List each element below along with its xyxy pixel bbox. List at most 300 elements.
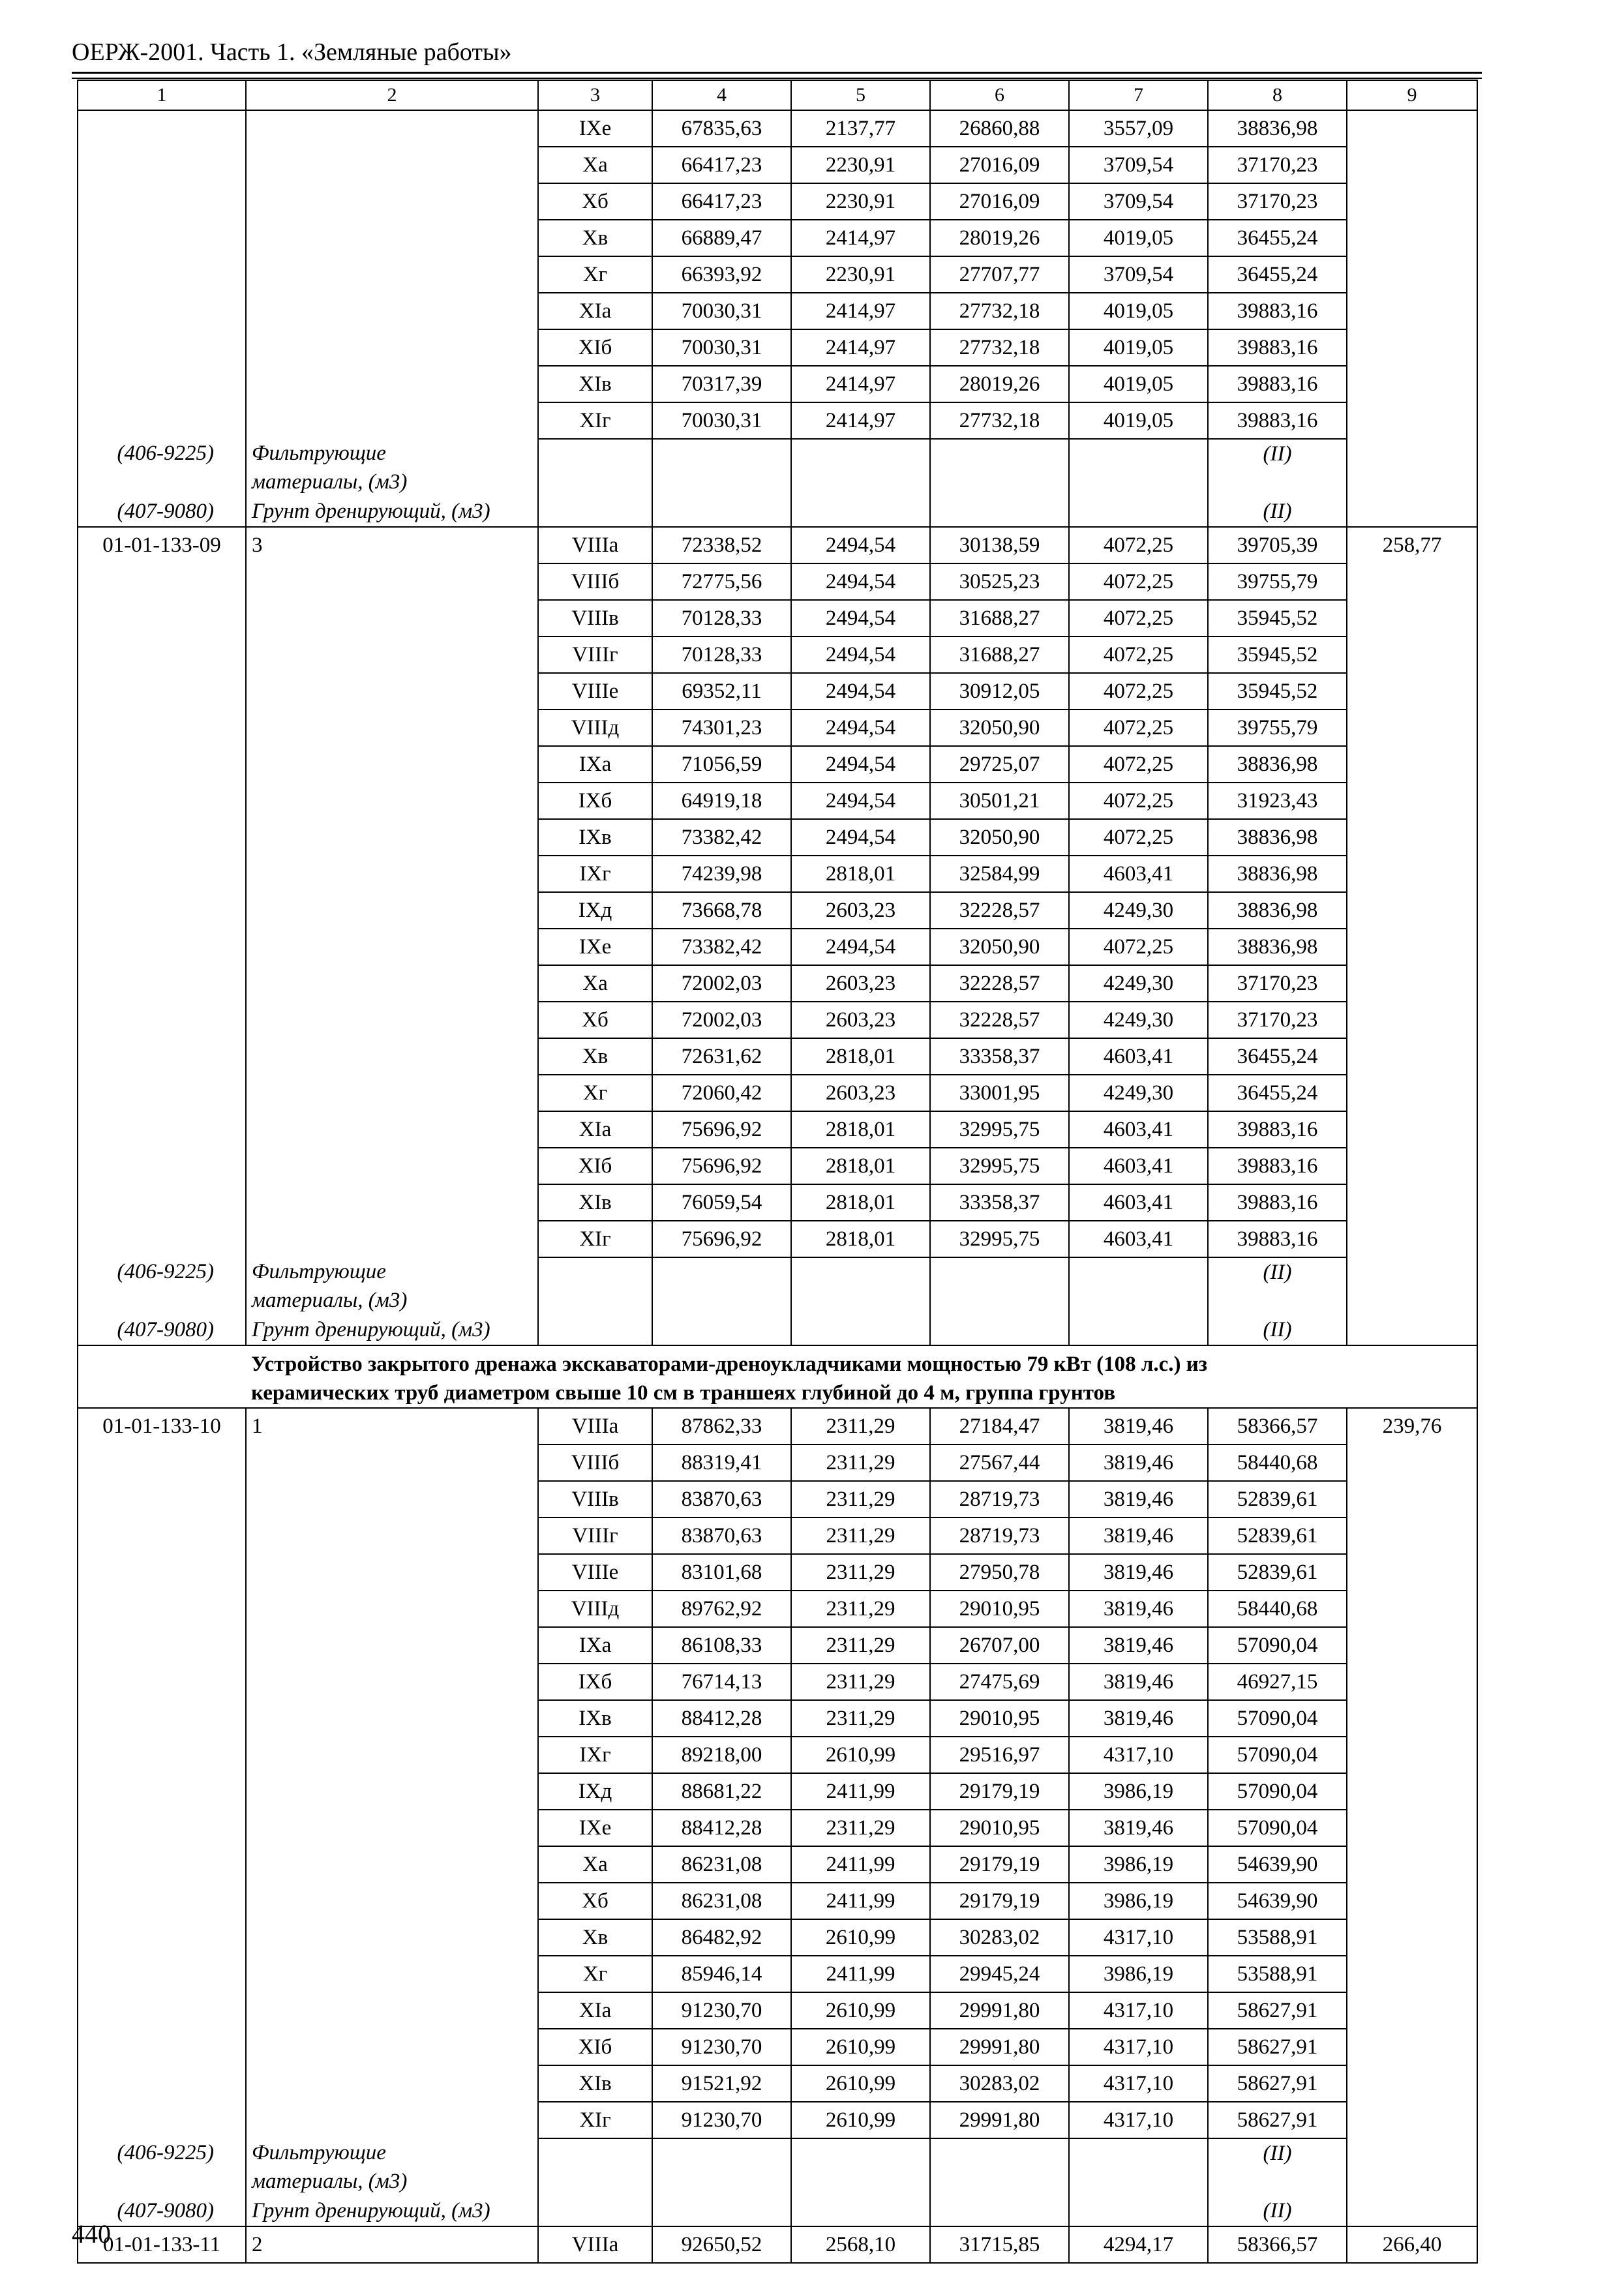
table-row: [78, 600, 1477, 636]
empty-cell: [1347, 1221, 1477, 1257]
empty-cell: [78, 600, 246, 636]
header-rule-thin: [72, 78, 1482, 79]
cost-value: 27016,09: [930, 147, 1069, 183]
empty-cell: [930, 1315, 1069, 1345]
cost-value: 72002,03: [652, 965, 791, 1002]
material-mark: (II): [1208, 2138, 1347, 2196]
table-row: [78, 1846, 1477, 1883]
rate-code: 01-01-133-09: [78, 527, 246, 563]
soil-group: XIг: [538, 1221, 652, 1257]
empty-cell: [1347, 1315, 1477, 1345]
soil-group: Xв: [538, 220, 652, 256]
empty-cell: [1347, 183, 1477, 220]
table-row: [78, 110, 1477, 147]
empty-cell: [1347, 1481, 1477, 1518]
cost-value: 3709,54: [1069, 183, 1208, 220]
material-name-line: Фильтрующие: [252, 2141, 386, 2164]
price-table-body: [78, 80, 1477, 2263]
table-row: [78, 2226, 1477, 2263]
cost-value: 4249,30: [1069, 965, 1208, 1002]
cost-value: 2414,97: [791, 220, 930, 256]
cost-value: 76059,54: [652, 1184, 791, 1221]
table-row: [78, 183, 1477, 220]
cost-value: 57090,04: [1208, 1773, 1347, 1810]
table-row: [78, 1591, 1477, 1627]
empty-cell: [78, 1002, 246, 1038]
cost-value: 52839,61: [1208, 1481, 1347, 1518]
soil-group: Xа: [538, 147, 652, 183]
empty-cell: [78, 256, 246, 293]
soil-group: Xв: [538, 1038, 652, 1075]
cost-value: 2494,54: [791, 673, 930, 710]
soil-group: Xг: [538, 1956, 652, 1992]
cost-value: 4019,05: [1069, 220, 1208, 256]
cost-value: 3819,46: [1069, 1554, 1208, 1591]
cost-value: 32995,75: [930, 1111, 1069, 1148]
cost-value: 39883,16: [1208, 366, 1347, 402]
cost-value: 53588,91: [1208, 1919, 1347, 1956]
material-name: Грунт дренирующий, (м3): [246, 2196, 538, 2226]
cost-value: 86482,92: [652, 1919, 791, 1956]
column-number: 9: [1347, 80, 1477, 110]
empty-cell: [246, 1002, 538, 1038]
table-row: [78, 2029, 1477, 2065]
cost-value: 4019,05: [1069, 293, 1208, 329]
empty-cell: [1347, 2138, 1477, 2196]
cost-value: 2494,54: [791, 600, 930, 636]
empty-cell: [1069, 439, 1208, 496]
cost-value: 58440,68: [1208, 1444, 1347, 1481]
cost-value: 4072,25: [1069, 783, 1208, 819]
empty-cell: [246, 1075, 538, 1111]
cost-value: 28719,73: [930, 1481, 1069, 1518]
empty-cell: [791, 2196, 930, 2226]
empty-cell: [78, 1773, 246, 1810]
table-row: [78, 147, 1477, 183]
table-row: [78, 256, 1477, 293]
cost-value: 27475,69: [930, 1664, 1069, 1700]
material-code: (407-9080): [78, 2196, 246, 2226]
cost-value: 2610,99: [791, 2102, 930, 2138]
cost-value: 4294,17: [1069, 2226, 1208, 2263]
cost-value: 29179,19: [930, 1773, 1069, 1810]
cost-value: 29725,07: [930, 746, 1069, 783]
cost-value: 69352,11: [652, 673, 791, 710]
empty-cell: [1347, 783, 1477, 819]
empty-cell: [1347, 366, 1477, 402]
empty-cell: [1347, 2196, 1477, 2226]
empty-cell: [78, 929, 246, 965]
table-row: [78, 1810, 1477, 1846]
soil-group: IXб: [538, 1664, 652, 1700]
cost-value: 4019,05: [1069, 329, 1208, 366]
soil-group: XIа: [538, 1992, 652, 2029]
cost-value: 72002,03: [652, 1002, 791, 1038]
cost-value: 75696,92: [652, 1148, 791, 1184]
cost-value: 4317,10: [1069, 2065, 1208, 2102]
empty-cell: [246, 2065, 538, 2102]
material-name: Грунт дренирующий, (м3): [246, 496, 538, 527]
soil-group: Xб: [538, 1883, 652, 1919]
cost-value: 27016,09: [930, 183, 1069, 220]
empty-cell: [246, 147, 538, 183]
material-code: (406-9225): [78, 439, 246, 496]
cost-value: 3819,46: [1069, 1591, 1208, 1627]
cost-value: 4317,10: [1069, 1737, 1208, 1773]
cost-value: 57090,04: [1208, 1627, 1347, 1664]
rate-code: 01-01-133-10: [78, 1408, 246, 1444]
material-row: [78, 1315, 1477, 1345]
cost-value: 72338,52: [652, 527, 791, 563]
cost-value: 66889,47: [652, 220, 791, 256]
empty-cell: [1347, 710, 1477, 746]
cost-value: 72631,62: [652, 1038, 791, 1075]
cost-value: 2411,99: [791, 1846, 930, 1883]
soil-group: VIIIг: [538, 636, 652, 673]
cost-value: 2494,54: [791, 783, 930, 819]
empty-cell: [1347, 1883, 1477, 1919]
cost-value: 73382,42: [652, 819, 791, 856]
cost-value: 27950,78: [930, 1554, 1069, 1591]
table-row: [78, 220, 1477, 256]
column-number: 6: [930, 80, 1069, 110]
empty-cell: [1347, 929, 1477, 965]
column-number: 2: [246, 80, 538, 110]
empty-cell: [246, 1992, 538, 2029]
cost-value: 31715,85: [930, 2226, 1069, 2263]
soil-group: VIIIв: [538, 600, 652, 636]
empty-cell: [1347, 1257, 1477, 1315]
cost-value: 58440,68: [1208, 1591, 1347, 1627]
cost-value: 2311,29: [791, 1591, 930, 1627]
empty-cell: [246, 293, 538, 329]
cost-value: 39883,16: [1208, 1148, 1347, 1184]
cost-value: 39883,16: [1208, 1111, 1347, 1148]
empty-cell: [1069, 1315, 1208, 1345]
cost-value: 2411,99: [791, 1883, 930, 1919]
cost-value: 39755,79: [1208, 563, 1347, 600]
empty-cell: [1347, 402, 1477, 439]
cost-value: 29010,95: [930, 1591, 1069, 1627]
empty-cell: [246, 746, 538, 783]
soil-group: IXд: [538, 892, 652, 929]
cost-value: 39883,16: [1208, 293, 1347, 329]
table-row: [78, 293, 1477, 329]
soil-group: XIг: [538, 2102, 652, 2138]
cost-value: 52839,61: [1208, 1518, 1347, 1554]
cost-value: 31923,43: [1208, 783, 1347, 819]
empty-cell: [1347, 746, 1477, 783]
cost-value: 88681,22: [652, 1773, 791, 1810]
cost-value: 32228,57: [930, 965, 1069, 1002]
cost-value: 86108,33: [652, 1627, 791, 1664]
cost-value: 4249,30: [1069, 1002, 1208, 1038]
cost-value: 2414,97: [791, 366, 930, 402]
material-name-line: Фильтрующие: [252, 441, 386, 465]
cost-value: 2494,54: [791, 819, 930, 856]
table-row: [78, 366, 1477, 402]
empty-cell: [78, 1737, 246, 1773]
cost-value: 2311,29: [791, 1810, 930, 1846]
empty-cell: [652, 496, 791, 527]
cost-value: 4019,05: [1069, 366, 1208, 402]
soil-group: Xа: [538, 965, 652, 1002]
cost-value: 3819,46: [1069, 1810, 1208, 1846]
column-number: 5: [791, 80, 930, 110]
cost-value: 2311,29: [791, 1554, 930, 1591]
cost-value: 75696,92: [652, 1111, 791, 1148]
cost-value: 2818,01: [791, 1148, 930, 1184]
soil-group: VIIIе: [538, 1554, 652, 1591]
empty-cell: [78, 1148, 246, 1184]
cost-value: 73668,78: [652, 892, 791, 929]
price-table: [77, 80, 1478, 2264]
empty-cell: [1347, 1591, 1477, 1627]
empty-cell: [930, 2196, 1069, 2226]
empty-cell: [246, 1221, 538, 1257]
empty-cell: [78, 110, 246, 147]
cost-value: 39705,39: [1208, 527, 1347, 563]
empty-cell: [78, 402, 246, 439]
cost-value: 2311,29: [791, 1627, 930, 1664]
rate-code: 01-01-133-11: [78, 2226, 246, 2263]
cost-value: 58366,57: [1208, 2226, 1347, 2263]
cost-value: 2414,97: [791, 402, 930, 439]
empty-cell: [246, 710, 538, 746]
cost-value: 2610,99: [791, 2029, 930, 2065]
empty-cell: [1347, 1700, 1477, 1737]
table-row: [78, 783, 1477, 819]
column-number: 3: [538, 80, 652, 110]
empty-cell: [1347, 256, 1477, 293]
column-number: 7: [1069, 80, 1208, 110]
table-row: [78, 563, 1477, 600]
cost-value: 66393,92: [652, 256, 791, 293]
empty-cell: [78, 563, 246, 600]
header-rule-thick: [72, 72, 1482, 74]
cost-value: 88319,41: [652, 1444, 791, 1481]
soil-group: VIIIг: [538, 1518, 652, 1554]
empty-cell: [78, 1919, 246, 1956]
column-number: 4: [652, 80, 791, 110]
cost-value: 2311,29: [791, 1700, 930, 1737]
empty-cell: [538, 1315, 652, 1345]
cost-value: 4603,41: [1069, 1148, 1208, 1184]
table-row: [78, 819, 1477, 856]
soil-group: IXг: [538, 856, 652, 892]
cost-value: 30283,02: [930, 2065, 1069, 2102]
soil-group: Xб: [538, 183, 652, 220]
cost-value: 30501,21: [930, 783, 1069, 819]
empty-cell: [246, 1481, 538, 1518]
cost-value: 27707,77: [930, 256, 1069, 293]
empty-cell: [246, 783, 538, 819]
cost-value: 4019,05: [1069, 402, 1208, 439]
material-code: (406-9225): [78, 1257, 246, 1315]
soil-group: VIIIб: [538, 1444, 652, 1481]
cost-value: 2311,29: [791, 1444, 930, 1481]
cost-value: 2414,97: [791, 329, 930, 366]
cost-value: 27732,18: [930, 329, 1069, 366]
empty-cell: [930, 1257, 1069, 1315]
empty-cell: [1347, 1111, 1477, 1148]
rate-variant: 3: [246, 527, 538, 563]
cost-value: 2603,23: [791, 892, 930, 929]
empty-cell: [78, 1444, 246, 1481]
cost-value: 85946,14: [652, 1956, 791, 1992]
empty-cell: [78, 1700, 246, 1737]
cost-value: 86231,08: [652, 1846, 791, 1883]
material-row: [78, 2196, 1477, 2226]
table-row: [78, 1111, 1477, 1148]
cost-value: 3986,19: [1069, 1846, 1208, 1883]
cost-value: 39883,16: [1208, 1221, 1347, 1257]
cost-value: 2603,23: [791, 1075, 930, 1111]
material-code: (407-9080): [78, 496, 246, 527]
empty-cell: [1347, 293, 1477, 329]
empty-cell: [1347, 1846, 1477, 1883]
table-row: [78, 1992, 1477, 2029]
cost-value: 2818,01: [791, 856, 930, 892]
cost-value: 70030,31: [652, 402, 791, 439]
material-name-line: материалы, (м3): [252, 470, 408, 494]
cost-value: 3819,46: [1069, 1481, 1208, 1518]
empty-cell: [538, 1257, 652, 1315]
cost-value: 39883,16: [1208, 1184, 1347, 1221]
soil-group: XIа: [538, 1111, 652, 1148]
cost-value: 4603,41: [1069, 1111, 1208, 1148]
empty-cell: [1069, 1257, 1208, 1315]
empty-cell: [78, 1075, 246, 1111]
empty-cell: [246, 2029, 538, 2065]
empty-cell: [78, 183, 246, 220]
cost-value: 2230,91: [791, 183, 930, 220]
empty-cell: [246, 1444, 538, 1481]
cost-value: 3819,46: [1069, 1627, 1208, 1664]
cost-value: 32995,75: [930, 1148, 1069, 1184]
table-row: [78, 746, 1477, 783]
empty-cell: [1347, 1002, 1477, 1038]
cost-value: 91230,70: [652, 1992, 791, 2029]
empty-cell: [78, 710, 246, 746]
table-row: [78, 1481, 1477, 1518]
empty-cell: [246, 1554, 538, 1591]
cost-value: 3819,46: [1069, 1664, 1208, 1700]
cost-value: 28019,26: [930, 220, 1069, 256]
empty-cell: [78, 366, 246, 402]
empty-cell: [1347, 1773, 1477, 1810]
table-row: [78, 1038, 1477, 1075]
cost-value: 52839,61: [1208, 1554, 1347, 1591]
cost-value: 4072,25: [1069, 929, 1208, 965]
cost-value: 35945,52: [1208, 600, 1347, 636]
empty-cell: [246, 1627, 538, 1664]
cost-value: 2494,54: [791, 636, 930, 673]
table-row: [78, 892, 1477, 929]
cost-value: 27732,18: [930, 402, 1069, 439]
cost-value: 2494,54: [791, 710, 930, 746]
cost-value: 2311,29: [791, 1481, 930, 1518]
cost-value: 2311,29: [791, 1408, 930, 1444]
soil-group: VIIIа: [538, 527, 652, 563]
cost-value: 4317,10: [1069, 1992, 1208, 2029]
empty-cell: [246, 636, 538, 673]
empty-cell: [246, 1773, 538, 1810]
empty-cell: [246, 819, 538, 856]
cost-value: 36455,24: [1208, 220, 1347, 256]
cost-value: 4317,10: [1069, 2029, 1208, 2065]
empty-cell: [246, 929, 538, 965]
table-row: [78, 1919, 1477, 1956]
cost-value: 57090,04: [1208, 1737, 1347, 1773]
cost-value: 32228,57: [930, 892, 1069, 929]
cost-value: 57090,04: [1208, 1700, 1347, 1737]
empty-cell: [1347, 965, 1477, 1002]
cost-value: 27184,47: [930, 1408, 1069, 1444]
cost-value: 58627,91: [1208, 1992, 1347, 2029]
empty-cell: [246, 1700, 538, 1737]
empty-cell: [246, 892, 538, 929]
cost-value: 71056,59: [652, 746, 791, 783]
cost-value: 2610,99: [791, 1992, 930, 2029]
empty-cell: [652, 2138, 791, 2196]
cost-value: 4072,25: [1069, 600, 1208, 636]
soil-group: Xв: [538, 1919, 652, 1956]
cost-value: 89762,92: [652, 1591, 791, 1627]
cost-value: 32584,99: [930, 856, 1069, 892]
empty-cell: [78, 1518, 246, 1554]
empty-cell: [1347, 819, 1477, 856]
table-row: [78, 1773, 1477, 1810]
table-row: [78, 636, 1477, 673]
soil-group: XIв: [538, 1184, 652, 1221]
cost-value: 74301,23: [652, 710, 791, 746]
cost-value: 89218,00: [652, 1737, 791, 1773]
cost-value: 3819,46: [1069, 1700, 1208, 1737]
table-row: [78, 929, 1477, 965]
empty-cell: [1347, 1664, 1477, 1700]
cost-value: 2603,23: [791, 1002, 930, 1038]
cost-value: 30283,02: [930, 1919, 1069, 1956]
cost-value: 29991,80: [930, 1992, 1069, 2029]
soil-group: XIв: [538, 2065, 652, 2102]
cost-value: 88412,28: [652, 1700, 791, 1737]
cost-value: 38836,98: [1208, 110, 1347, 147]
cost-value: 70317,39: [652, 366, 791, 402]
cost-value: 70128,33: [652, 636, 791, 673]
cost-value: 30525,23: [930, 563, 1069, 600]
cost-value: 3986,19: [1069, 1956, 1208, 1992]
empty-cell: [1069, 496, 1208, 527]
cost-value: 30912,05: [930, 673, 1069, 710]
cost-value: 32228,57: [930, 1002, 1069, 1038]
cost-value: 91521,92: [652, 2065, 791, 2102]
empty-cell: [246, 1111, 538, 1148]
cost-value: 29179,19: [930, 1883, 1069, 1919]
section-title-line: керамических труб диаметром свыше 10 см в траншеях глубиной до 4 м, группа грунтов: [251, 1381, 1116, 1405]
empty-cell: [246, 366, 538, 402]
table-row: [78, 402, 1477, 439]
empty-cell: [78, 1992, 246, 2029]
cost-value: 66417,23: [652, 147, 791, 183]
empty-cell: [538, 2138, 652, 2196]
material-code: (406-9225): [78, 2138, 246, 2196]
cost-value: 83870,63: [652, 1518, 791, 1554]
empty-cell: [652, 2196, 791, 2226]
cost-value: 2818,01: [791, 1038, 930, 1075]
empty-cell: [78, 965, 246, 1002]
table-row: [78, 1737, 1477, 1773]
